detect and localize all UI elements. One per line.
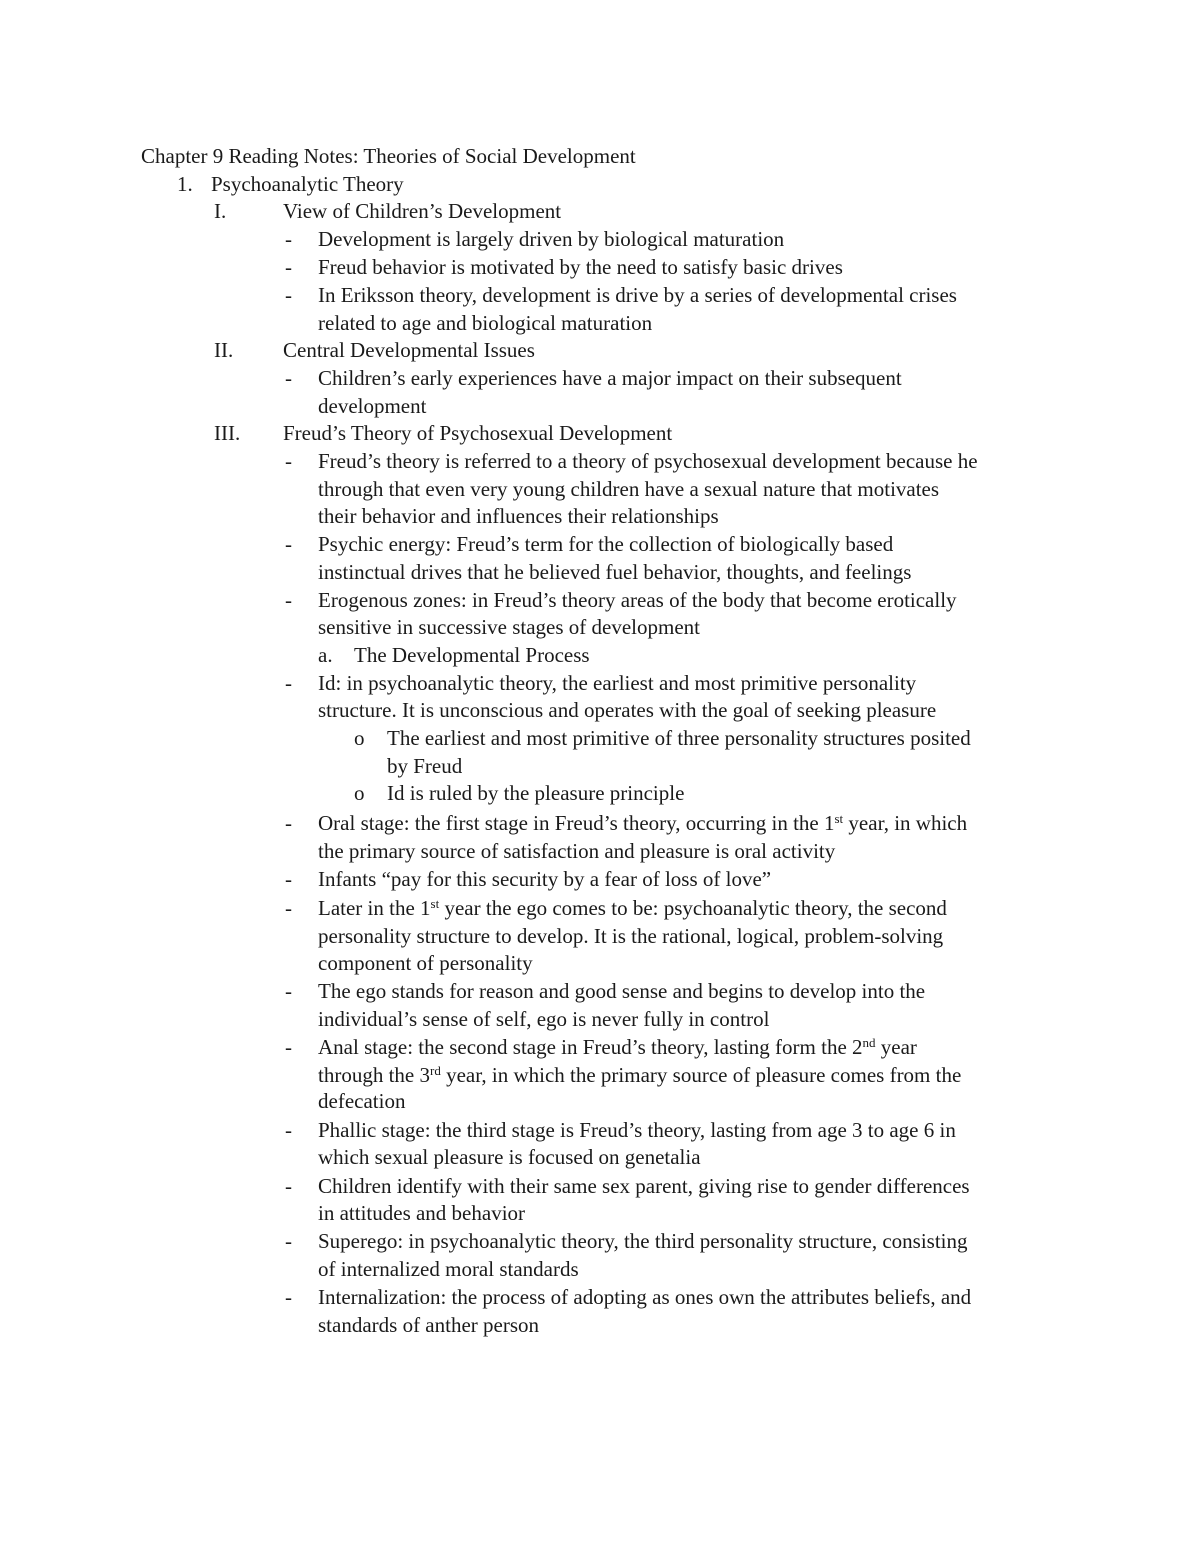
note-line: The ego stands for reason and good sense and begins to develop into the	[318, 979, 926, 1003]
note-line: Later in the 1st year the ego comes to be: psychoanalytic theory, the second	[318, 896, 947, 920]
bullet-marker: -	[285, 867, 292, 891]
bullet-marker: -	[285, 532, 292, 556]
bullet-marker: -	[285, 811, 292, 835]
subheading-3: Freud’s Theory of Psychosexual Development	[283, 421, 673, 445]
bullet-marker: -	[285, 671, 292, 695]
note-line: through the 3rd year, in which the primary source of pleasure comes from the	[318, 1063, 962, 1087]
note-line: personality structure to develop. It is the rational, logical, problem-solving	[318, 924, 944, 948]
note-line: Infants “pay for this security by a fear of loss of love”	[318, 867, 772, 891]
note-line: Anal stage: the second stage in Freud’s theory, lasting form the 2nd year	[318, 1035, 917, 1059]
subheading-2: Central Developmental Issues	[283, 338, 535, 362]
note-line: individual’s sense of self, ego is never fully in control	[318, 1007, 770, 1031]
note-line: of internalized moral standards	[318, 1257, 579, 1281]
roman-marker: I.	[214, 199, 227, 223]
bullet-marker: -	[285, 255, 292, 279]
roman-marker: II.	[214, 338, 234, 362]
note-line: Children’s early experiences have a major impact on their subsequent	[318, 366, 902, 390]
note-line: Oral stage: the first stage in Freud’s theory, occurring in the 1st year, in which	[318, 811, 968, 835]
bullet-marker: -	[285, 227, 292, 251]
note-line: development	[318, 394, 427, 418]
note-line: sensitive in successive stages of development	[318, 615, 700, 639]
note-line: Freud behavior is motivated by the need to satisfy basic drives	[318, 255, 843, 279]
bullet-marker: -	[285, 896, 292, 920]
note-line: Superego: in psychoanalytic theory, the third personality structure, consisting	[318, 1229, 968, 1253]
bullet-marker: -	[285, 1118, 292, 1142]
section-heading: Psychoanalytic Theory	[211, 172, 404, 196]
sub-bullet-marker: o	[354, 781, 365, 805]
note-line: related to age and biological maturation	[318, 311, 653, 335]
note-line: Freud’s theory is referred to a theory of psychosexual development because he	[318, 449, 978, 473]
alpha-marker: a.	[318, 643, 333, 667]
bullet-marker: -	[285, 283, 292, 307]
note-line: component of personality	[318, 951, 533, 975]
note-line: Development is largely driven by biological maturation	[318, 227, 785, 251]
note-line: structure. It is unconscious and operates with the goal of seeking pleasure	[318, 698, 937, 722]
note-line: Erogenous zones: in Freud’s theory areas of the body that become erotically	[318, 588, 957, 612]
list-number: 1.	[177, 172, 193, 196]
bullet-marker: -	[285, 1035, 292, 1059]
note-line: Children identify with their same sex parent, giving rise to gender differences	[318, 1174, 970, 1198]
note-line: In Eriksson theory, development is drive by a series of developmental crises	[318, 283, 957, 307]
subheading-1: View of Children’s Development	[283, 199, 562, 223]
roman-marker: III.	[214, 421, 241, 445]
note-line: by Freud	[387, 754, 463, 778]
note-line: The earliest and most primitive of three personality structures posited	[387, 726, 971, 750]
bullet-marker: -	[285, 1174, 292, 1198]
bullet-marker: -	[285, 588, 292, 612]
bullet-marker: -	[285, 366, 292, 390]
bullet-marker: -	[285, 1229, 292, 1253]
note-line: Id is ruled by the pleasure principle	[387, 781, 685, 805]
note-line: instinctual drives that he believed fuel behavior, thoughts, and feelings	[318, 560, 912, 584]
note-line: through that even very young children have a sexual nature that motivates	[318, 477, 940, 501]
sub-bullet-marker: o	[354, 726, 365, 750]
note-line: which sexual pleasure is focused on genetalia	[318, 1145, 701, 1169]
note-line: Psychic energy: Freud’s term for the collection of biologically based	[318, 532, 894, 556]
note-line: Internalization: the process of adopting as ones own the attributes beliefs, and	[318, 1285, 972, 1309]
note-line: defecation	[318, 1089, 406, 1113]
bullet-marker: -	[285, 449, 292, 473]
note-line: Id: in psychoanalytic theory, the earliest and most primitive personality	[318, 671, 917, 695]
bullet-marker: -	[285, 1285, 292, 1309]
note-line: The Developmental Process	[354, 643, 590, 667]
note-line: Phallic stage: the third stage is Freud’s theory, lasting from age 3 to age 6 in	[318, 1118, 956, 1142]
bullet-marker: -	[285, 979, 292, 1003]
note-line: the primary source of satisfaction and pleasure is oral activity	[318, 839, 836, 863]
note-line: in attitudes and behavior	[318, 1201, 526, 1225]
note-line: their behavior and influences their relationships	[318, 504, 719, 528]
document-title: Chapter 9 Reading Notes: Theories of Social Development	[141, 144, 636, 168]
note-line: standards of anther person	[318, 1313, 540, 1337]
